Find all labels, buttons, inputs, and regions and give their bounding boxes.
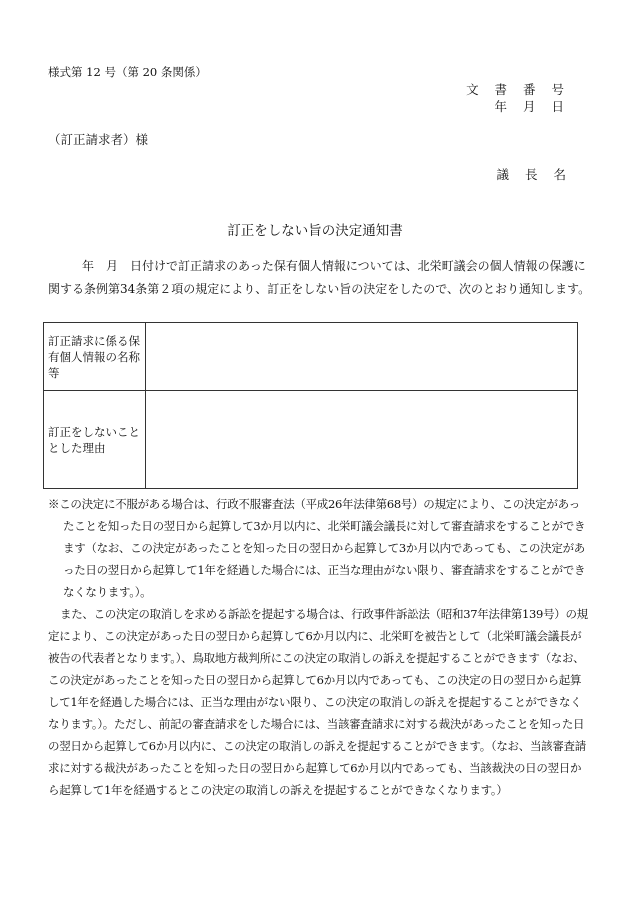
appeal-note: ※この決定に不服がある場合は、行政不服審査法（平成26年法律第68号）の規定により、この決定があったことを知った日の翌日から起算して3か月以内に、北栄町議会議長に対して審査請求をすることができます（なお、この決定があったことを知った日の翌日から起算して3か月以内であっても、この決定があった日の翌日から起算して1年を経過した場合には、正当な理由がない限り、審査請求をすることができなくなります。）。	[48, 497, 586, 599]
form-number: 様式第 12 号（第 20 条関係）	[48, 65, 207, 79]
recipient-name: （訂正請求者）様	[48, 132, 149, 147]
info-name-label: 訂正請求に係る保有個人情報の名称等	[44, 323, 146, 391]
document-number-label: 文 書 番 号	[466, 82, 570, 97]
document-title: 訂正をしない旨の決定通知書	[227, 223, 403, 239]
intro-line-2: 関する条例第34条第２項の規定により、訂正をしない旨の決定をしたので、次のとおり通知します。	[48, 282, 591, 296]
sender-name: 議 長 名	[496, 167, 572, 182]
reason-value	[146, 391, 578, 489]
notes-section	[48, 493, 588, 801]
table-row	[44, 391, 578, 489]
lawsuit-note: また、この決定の取消しを求める訴訟を提起する場合は、行政事件訴訟法（昭和37年法律第139号）の規定により、この決定があった日の翌日から起算して6か月以内に、北栄町を被告として（北栄町議会議長が被告の代表者となります。）、鳥取地方裁判所にこの決定の取消しの訴えを提起することができます（なお、この決定があったことを知った日の翌日から起算して6か月以内であっても、この決定の日の翌日から起算して1年を経過した場合には、正当な理由がない限り、この決定の取消しの訴えを提起することができなくなります。）。ただし、前記の審査請求をした場合には、当該審査請求に対する裁決があったことを知った日の翌日から起算して6か月以内に、この決定の取消しの訴えを提起することができます。（なお、当該審査請求に対する裁決があったことを知った日の翌日から起算して6か月以内であっても、当該裁決の日の翌日から起算して1年を経過するとこの決定の取消しの訴えを提起することができなくなります。）	[48, 607, 588, 797]
intro-paragraph	[48, 255, 591, 301]
info-name-value	[146, 323, 578, 391]
info-table	[43, 322, 578, 489]
intro-line-1: 年 月 日付けで訂正請求のあった保有個人情報については、北栄町議会の個人情報の保護に	[82, 259, 586, 273]
reason-label: 訂正をしないこととした理由	[44, 391, 146, 489]
table-row	[44, 323, 578, 391]
document-date-label: 年 月 日	[494, 99, 570, 114]
